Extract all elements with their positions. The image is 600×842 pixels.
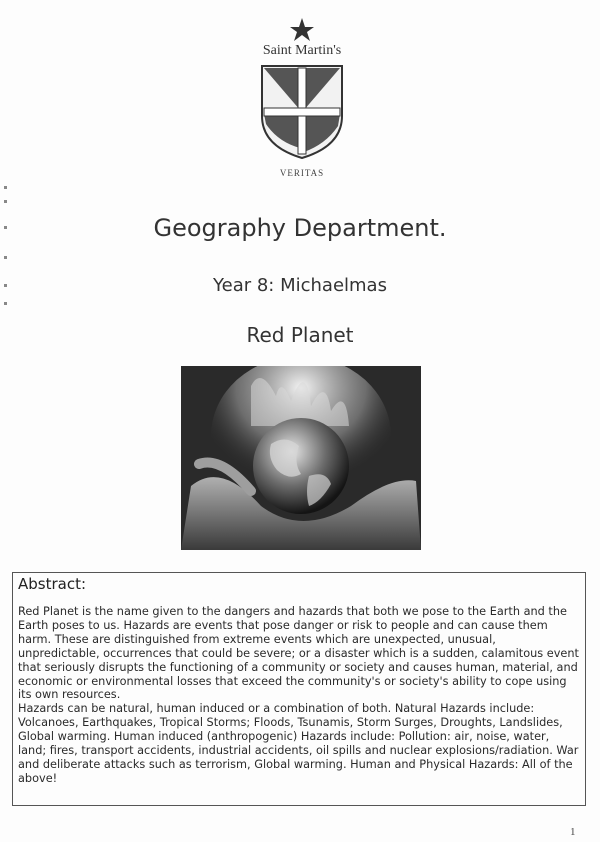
abstract-heading: Abstract:: [18, 575, 87, 593]
school-name: Saint Martin's: [262, 43, 342, 58]
abstract-box: [12, 572, 586, 806]
abstract-text: Red Planet is the name given to the dangers and hazards that both we pose to the Earth and the Earth poses to us. Hazards are events that pose danger or risk to people and can cause them harm. These are distinguished from extreme events which are unexpected, unusual, unpredictable, occurrences that could be severe; or a disaster which is a sudden, calamitous event that seriously disrupts the functioning of a community or society and causes human, material, and economic or environmental losses that exceed the community's or society's ability to cope using its own resources. Hazards can be natural, human induced or a combination of both. Natural Hazards include: Volcanoes, Earthquakes, Tropical Storms; Floods, Tsunamis, Storm Surges, Droughts, Landslides, Global warming. Human induced (anthropogenic) Hazards include: Pollution: air, noise, water, land; fires, transport accidents, industrial accidents, oil spills and nuclear explosions/radiation. War and deliberate attacks such as terrorism, Global warming. Human and Physical Hazards: All of the above!: [18, 605, 579, 785]
department-title: Geography Department.: [153, 214, 447, 242]
term-subtitle: Year 8: Michaelmas: [213, 275, 387, 296]
topic-title: Red Planet: [246, 323, 354, 347]
page-number: 1: [570, 826, 576, 838]
star-icon: [290, 18, 314, 41]
school-motto: VERITAS: [279, 168, 325, 178]
school-crest-logo: [252, 18, 352, 186]
globe-in-hand-photo: [181, 366, 421, 550]
